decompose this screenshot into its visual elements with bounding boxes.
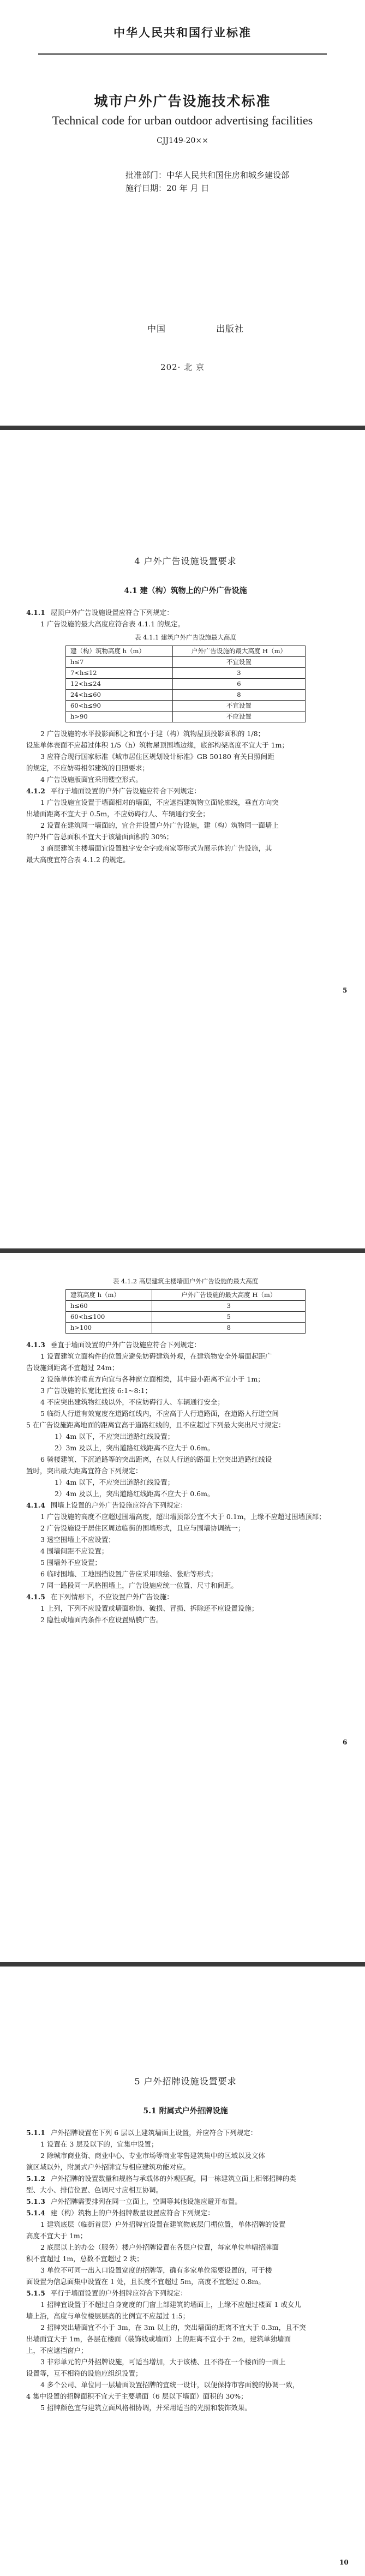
clause-item: 6 骑楼建筑、下沉道路等的突出距离，在以人行道的路面上空突出道路红线设: [40, 1455, 272, 1463]
cover-page: [0, 0, 365, 426]
clause-item: 1 建筑底层（临街首层）户外招牌宜设置在建筑物底层门楣位置，单体招牌的设置: [40, 2220, 286, 2228]
clause-4-1-4: [26, 1499, 345, 1511]
clause-subitem: 1）4m 以下，不应突出道路红线设置；: [55, 1432, 175, 1441]
clause-5-1-5: [26, 2287, 345, 2299]
clause-text: 户外招牌的设置数量和规格与承载体的外观匹配，同一栋建筑立面上相邻招牌的类: [50, 2174, 296, 2183]
clause-item: 3 商层建筑主楼墙面宜设置独字安全字或商家等形式为展示体的广告设施，其: [40, 844, 272, 852]
clause-number: 4.1.1: [26, 608, 45, 617]
clause-item-continued: 面设置为信息面集中设置在 1 处，且长度不宜超过 5m，高度不宜超过 0.8m。: [26, 2278, 265, 2286]
table-cell: h≤7: [66, 657, 173, 668]
clause-item: 2 隐性或墙面内条件不应设置贴膜广告。: [40, 1616, 163, 1624]
table-cell: 12<h≤24: [66, 679, 173, 690]
clause-item: 4 广告设施版面宜采用镂空形式。: [40, 775, 142, 784]
clause-number: 4.1.5: [26, 1593, 45, 1601]
table-cell: 6: [172, 679, 305, 690]
clause-item-continued: 设施单体表面不应超过体积 1/5（h）筑物屋顶围墙边缘，底部构架高度不宜大于 1m；: [26, 741, 289, 749]
chapter-title: 4 户外广告设施设置要求: [134, 556, 237, 566]
table-header-cell: 建筑高度 h（m）: [66, 1290, 152, 1301]
highrise-height-table: [65, 1289, 306, 1334]
clause-item: 2 招牌突出墙面宜不小于 3m，在 3m 以上的，突出墙面的距离不宜大于 0.3m，且不突: [40, 2323, 306, 2332]
clause-item: 6 临时围墙、工地围挡设置广告应采用喷绘、张贴等形式；: [40, 1570, 218, 1578]
table-cell: 3: [152, 1301, 306, 1312]
clause-item: 3 广告设施的长宽比宜按 6:1~8:1；: [40, 1386, 152, 1395]
clause-item-continued: 4 集中设置的招牌面积不宜大于主要墙面（6 层以下墙面）面积的 30%；: [26, 2392, 248, 2400]
clause-item: 1 设置建筑立面构件的位置应避免妨碍建筑外观，在建筑物安全外墙面起距广: [40, 1352, 272, 1360]
effective-date: 施行日期：20 年 月 日: [125, 183, 210, 193]
clause-item: 4 多个公司、单位同一层墙面设置招牌的宜统一设计，以便保持市容面貌的协调一致，: [40, 2381, 300, 2389]
clause-item-continued: 置时，突出最大距离宜符合下列规定：: [26, 1467, 142, 1475]
clause-item: 1 广告设施的最大高度应符合表 4.1.1 的规定。: [40, 620, 185, 628]
publisher-suffix: 出版社: [216, 324, 244, 334]
clause-text: 户外招牌需要排列在同一立面上，空调等其他设施应避开布置。: [50, 2197, 242, 2206]
clause-5-1-4: [26, 2207, 345, 2219]
clause-item-continued: 的规定，不应妨碍相邻建筑的日照要求；: [26, 764, 149, 772]
clause-item: 1 广告设施的高度不应超过围墙高度，超出墙顶部分宜不大于 0.1m，上缘不应超过围墙顶部；: [40, 1513, 326, 1521]
table-header-row: [66, 646, 306, 657]
clause-number: 4.1.3: [26, 1341, 45, 1349]
page-6-content: [26, 1274, 345, 1625]
clause-text: 平行于墙面设置的户外招牌应符合下列规定：: [50, 2289, 187, 2297]
clause-subitem: 2）3m 及以上，突出道路红线距离不应大于 0.6m。: [55, 1444, 214, 1452]
clause-item: 2 设置在建筑同一墙面的，宜合并设置户外广告设施，建（构）筑物同一面墙上: [40, 821, 279, 829]
clause-number: 5.1.4: [26, 2209, 45, 2217]
table-cell: 8: [152, 1323, 306, 1334]
clause-item: 5 临街人行道有效宽度在道路红线内，不应高于人行道路面，在道路人行道空间: [40, 1409, 279, 1418]
clause-item-continued: 出墙面宜大于 1m，各层在楼面（装饰线或墙面）上的距离不宜小于 2m，建筑单独墙面: [26, 2335, 291, 2343]
clause-text: 户外招牌设置在下列 6 层以上建筑墙面上设置，并应符合下列规定：: [50, 2129, 258, 2137]
clause-item: 4 不应突出建筑物红线以外，不应妨碍行人、车辆通行安全；: [40, 1398, 224, 1406]
table-header-row: [66, 1290, 306, 1301]
clause-item-continued: 的户外广告总面积不宜大于该墙面面积的 30%；: [26, 833, 173, 841]
page-10: [0, 1967, 365, 2576]
table-cell: 7<h≤12: [66, 668, 173, 679]
table-cell: h>90: [66, 712, 173, 722]
table-cell: 60<h≤90: [66, 701, 173, 712]
clause-text: 平行于墙面设置的户外广告设施应符合下列规定：: [50, 787, 201, 795]
table-header-cell: 建（构）筑物高度 h（m）: [66, 646, 173, 657]
clause-item-continued: 5 在广告设施距离地面的距离宜高于道路红线的，且不应超过下列最大突出尺寸规定：: [26, 1421, 285, 1429]
clause-number: 5.1.1: [26, 2129, 45, 2137]
clause-item: 3 透空围墙上不应设置；: [40, 1535, 115, 1544]
approved-by: 批准部门：中华人民共和国住房和城乡建设部: [125, 170, 290, 180]
cover-title-en: Technical code for urban outdoor advertising facilities: [52, 113, 313, 127]
chapter-title: 5 户外招牌设施设置要求: [134, 2076, 237, 2087]
table-cell: h≤60: [66, 1301, 152, 1312]
clause-item-continued: 墙上沿，高度与单位楼层层高的比例宜不应超过 1:5；: [26, 2312, 190, 2320]
table-row: [66, 657, 306, 668]
clause-5-1-2: [26, 2173, 345, 2184]
clause-4-1-1: [26, 607, 345, 618]
clause-item-continued: 高度不宜大于 1m；: [26, 2232, 87, 2240]
clause-item: 1 上列，下列不应设置或墙面粉饰、破损、冒损、拆除还不应设置设施；: [40, 1604, 259, 1612]
section-title: 4.1 建（构）筑物上的户外广告设施: [124, 587, 247, 595]
page-number: 10: [339, 2559, 349, 2566]
cover-title-cn: 城市户外广告设施技术标准: [94, 93, 271, 109]
clause-item: 2 广告设施设于居住区周边临街的围墙形式，且应与围墙协调统一；: [40, 1524, 245, 1532]
clause-subitem: 1）4m 以下，不应突出道路红线设置；: [55, 1478, 175, 1486]
clause-item-continued: 最大高度宜符合表 4.1.2 的规定。: [26, 856, 130, 864]
clause-item: 7 同一路段同一风格围墙上，广告设施应统一位置、尺寸和间距。: [40, 1581, 238, 1589]
height-limit-table: [65, 646, 306, 722]
page-number: 5: [343, 987, 348, 994]
table-row: [66, 701, 306, 712]
clause-item-continued: 积不宜超过 1m，总数不宜超过 2 块；: [26, 2255, 143, 2263]
table-row: [66, 679, 306, 690]
table-row: [66, 690, 306, 701]
clause-item: 2 除城市商业街、商业中心、专业市场等商业零售建筑集中的区域以及文体: [40, 2151, 265, 2160]
clause-text: 屋顶户外广告设施设置应符合下列规定：: [50, 608, 173, 617]
clause-item: 1 设置在 3 层及以下的，宜集中设置；: [40, 2140, 158, 2148]
table-header-cell: 户外广告设施的最大高度 H（m）: [152, 1290, 306, 1301]
clause-item: 2 设施单体的垂直方向宜与各种窗立面相类，其中最小距离不宜小于 1m；: [40, 1375, 265, 1383]
table-row: [66, 668, 306, 679]
table-row: [66, 1312, 306, 1323]
table-cell: 24<h≤60: [66, 690, 173, 701]
publish-place-year: 202· 北 京: [160, 362, 205, 372]
page-5: [0, 430, 365, 1248]
clause-4-1-5: [26, 1591, 345, 1603]
clause-number: 5.1.3: [26, 2197, 45, 2206]
table-cell: 不宜设置: [172, 657, 305, 668]
section-title: 5.1 附属式户外招牌设施: [143, 2107, 228, 2115]
clause-item: 4 围墙间距不应设置；: [40, 1547, 109, 1555]
clause-number: 5.1.5: [26, 2289, 45, 2297]
clause-number: 4.1.2: [26, 787, 45, 795]
clause-item: 2 底层以上的办公（服务）楼户外招牌设置在各层户位置，每家单位单幅招牌面: [40, 2243, 279, 2251]
standard-code: CJJ149-20××: [157, 136, 208, 145]
clause-number: 5.1.2: [26, 2174, 45, 2183]
clause-item: 3 单位不可同一出入口设置宽度的招牌等，确有多家单位需要设置的，可于楼: [40, 2266, 272, 2274]
page-number: 6: [343, 1738, 348, 1746]
table-cell: 不宜设置: [172, 701, 305, 712]
table-header-cell: 户外广告设施的最大高度 H（m）: [172, 646, 305, 657]
table-cell: 8: [172, 690, 305, 701]
table-caption: 表 4.1.1 建筑户外广告设施最大高度: [134, 633, 237, 641]
table-cell: 3: [172, 668, 305, 679]
clause-item: 5 围墙外不应设置；: [40, 1558, 101, 1567]
clause-item: 5 招牌颜色宜与建筑立面风格相协调，并采用适当的光照和装饰效果。: [40, 2404, 252, 2412]
table-row: [66, 712, 306, 722]
clause-4-1-2: [26, 785, 345, 797]
clause-5-1-1: [26, 2127, 345, 2138]
clause-item: 3 应符合现行国家标准《城市居住区规划设计标准》GB 50180 有关日照间距: [40, 752, 274, 761]
clause-text: 在下列情形下，不应设置户外广告设施：: [50, 1593, 173, 1601]
clause-item-continued: 设置等，互不相符的设施应组织设置；: [26, 2369, 142, 2377]
publisher-name: 中国: [147, 324, 166, 334]
clause-5-1-3: [26, 2196, 345, 2207]
table-cell: 5: [152, 1312, 306, 1323]
clause-4-1-3: [26, 1339, 345, 1350]
page-6: [0, 1253, 365, 1962]
clause-subitem: 2）4m 及以上，突出道路红线距离不应大于 0.6m。: [55, 1490, 214, 1498]
table-caption: 表 4.1.2 高层建筑主楼墙面户外广告设施的最大高度: [112, 1277, 259, 1285]
page-gap: [0, 1248, 365, 1253]
clause-item-continued: 上，不应遮挡窗户；: [26, 2346, 88, 2354]
clause-item-continued: 型、大小、排信位置、色调尺寸应相互协调。: [26, 2186, 163, 2194]
cover-divider: [38, 53, 327, 55]
standard-type-heading: 中华人民共和国行业标准: [113, 26, 252, 39]
table-cell: 60<h≤100: [66, 1312, 152, 1323]
table-row: [66, 1323, 306, 1334]
page-5-content: [26, 555, 345, 865]
clause-item-continued: 出墙面距离不宜大于 0.5m，不应妨碍行人、车辆通行安全；: [26, 810, 210, 818]
clause-text: 建（构）筑物上的户外招牌数量设置应符合下列规定：: [50, 2209, 214, 2217]
clause-text: 垂直于墙面设置的户外广告设施应符合下列规定：: [50, 1341, 201, 1349]
clause-item-continued: 告设施到距离不宜超过 24m；: [26, 1364, 119, 1372]
table-row: [66, 1301, 306, 1312]
clause-text: 围墙上设置的户外广告设施应符合下列规定：: [50, 1501, 187, 1509]
clause-item: 3 非彩单元的户外招牌设施，可适当增加，大于该楼、且不得在一个楼面的一面上: [40, 2358, 286, 2366]
clause-item: 1 招牌宜设置于不超过自身宽度的门窗上部建筑的墙面上，上缘不应超过楼面 1 或女儿: [40, 2300, 301, 2309]
page-10-content: [26, 2076, 345, 2413]
clause-number: 4.1.4: [26, 1501, 45, 1509]
page-gap: [0, 426, 365, 430]
clause-item-continued: 演区域以外，附属式户外招牌宜与相应建筑功能对应。: [26, 2163, 190, 2171]
page-gap: [0, 1962, 365, 1967]
table-cell: h>100: [66, 1323, 152, 1334]
publisher: [147, 322, 244, 334]
table-cell: 不应设置: [172, 712, 305, 722]
clause-item: 1 广告设施宜设置于墙面相对的墙面，不应遮挡建筑物立面轮廓线，垂直方向突: [40, 798, 279, 806]
clause-item: 2 广告设施的水平投影面积之和宜小于建（构）筑物屋顶投影面积的 1/8；: [40, 730, 265, 738]
